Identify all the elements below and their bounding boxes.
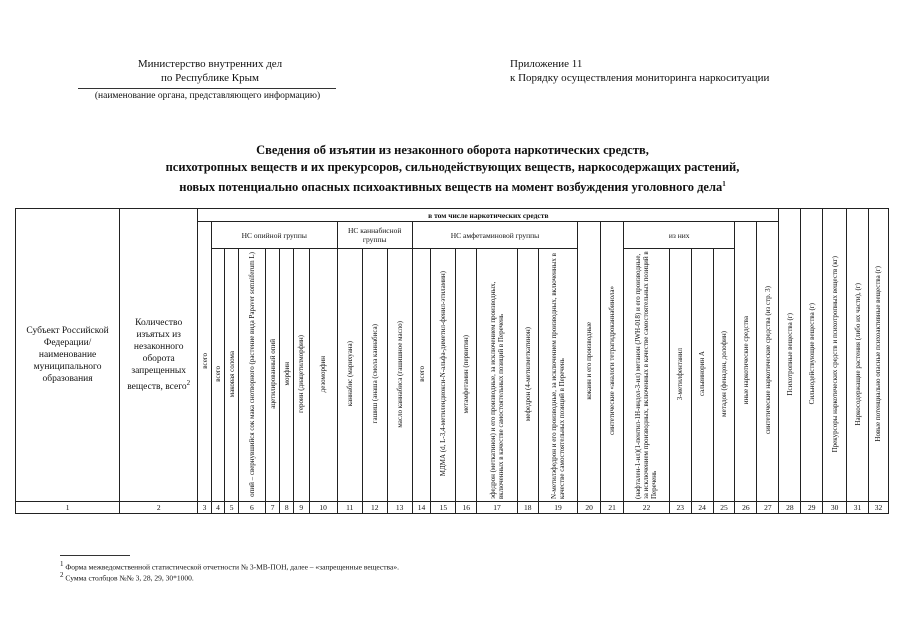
header-c28: Психотропные вещества (г)	[779, 209, 801, 502]
header-c32: Новые потенциально опасные психоактивные вещества (г)	[868, 209, 888, 502]
col-num: 21	[601, 502, 624, 514]
col-num: 18	[517, 502, 538, 514]
col-num: 2	[120, 502, 198, 514]
header-c3: всего	[198, 222, 212, 502]
footnote-1-text: Форма межведомственной статистической отчетности № 3-МВ-ПОН, далее – «запрещенные вещества».	[65, 562, 399, 572]
col-num: 11	[337, 502, 362, 514]
header-of-them: из них	[624, 222, 735, 249]
col-num: 25	[713, 502, 735, 514]
col-num: 5	[225, 502, 239, 514]
header-cannabis-group: НС каннабисной группы	[337, 222, 412, 249]
header-c27: синтетические наркотические средства (из стр. 3)	[757, 222, 779, 502]
header-c15: МДМА (d, L-3,4-метилендиокси-N-альфа-диметил-фенил-этиламин)	[431, 249, 456, 502]
footnote-2	[60, 571, 194, 583]
footnote-2-text: Сумма столбцов №№ 3, 28, 29, 30*1000.	[65, 573, 194, 583]
col-num: 19	[538, 502, 578, 514]
col-num: 22	[624, 502, 670, 514]
footnote-divider	[60, 555, 130, 556]
title-line-3: новых потенциально опасных психоактивных веществ на момент возбуждения уголовного дела	[179, 180, 723, 195]
header-c20: кокаин и его производные	[578, 222, 601, 502]
column-numbers-row	[16, 502, 889, 514]
col-num: 10	[309, 502, 337, 514]
header-c16: метамфетамин (первитин)	[456, 249, 477, 502]
org-underline	[78, 88, 336, 89]
col-num: 15	[431, 502, 456, 514]
header-amph-group: НС амфетаминовой группы	[412, 222, 578, 249]
col-num: 31	[847, 502, 869, 514]
header-c5: маковая солома	[225, 249, 239, 502]
org-line-1: Министерство внутренних дел	[137, 58, 283, 70]
footnote-1	[60, 560, 399, 572]
header-c11: каннабис (марихуана)	[337, 249, 362, 502]
col-num: 23	[669, 502, 691, 514]
header-c8: морфин	[280, 249, 294, 502]
appendix-line-1: Приложение 11	[510, 58, 583, 70]
seizure-table	[15, 208, 889, 514]
col-num: 12	[362, 502, 387, 514]
col-num: 20	[578, 502, 601, 514]
col-num: 16	[456, 502, 477, 514]
footnote-1-mark: 1	[60, 560, 64, 568]
col-num: 24	[691, 502, 713, 514]
header-c6: опий – свернувшийся сок мака снотворного (растение вида Papaver somniferum L)	[238, 249, 265, 502]
page-title	[40, 142, 865, 196]
col-num: 13	[387, 502, 412, 514]
col-num: 14	[412, 502, 431, 514]
col-num: 8	[280, 502, 294, 514]
header-c24: сальвинорин А	[691, 249, 713, 502]
header-c17: эфедрон (меткатинон) и его производные, за исключением производных, включенных в качестве самостоятельных позиций в Перечень	[477, 249, 518, 502]
col-num: 27	[757, 502, 779, 514]
appendix-line-2: к Порядку осуществления мониторинга наркоситуации	[510, 72, 770, 84]
org-line-2: по Республике Крым	[161, 72, 259, 84]
header-c18: мефедрон (4-метилметкатинон)	[517, 249, 538, 502]
header-c14: всего	[412, 249, 431, 502]
col-num: 3	[198, 502, 212, 514]
header-c25: метадон (фенадон, долофин)	[713, 249, 735, 502]
col-num: 7	[265, 502, 280, 514]
col-num: 29	[801, 502, 823, 514]
col-num: 32	[868, 502, 888, 514]
col-num: 6	[238, 502, 265, 514]
header-c31: Наркосодержащие растения (либо их части), (г)	[847, 209, 869, 502]
header-c7: ацетилированный опий	[265, 249, 280, 502]
header-c19: N-метилэфедрон и его производные, за исключением производных, включенных в качестве самостоятельных позиций в Перечень	[538, 249, 578, 502]
col-num: 26	[735, 502, 757, 514]
header-opium-group: НС опийной группы	[211, 222, 337, 249]
footnote-2-mark: 2	[60, 571, 64, 579]
header-including: в том числе наркотических средств	[198, 209, 779, 222]
title-line-1: Сведения об изъятии из незаконного оборота наркотических средств,	[256, 143, 649, 157]
col-num: 1	[16, 502, 120, 514]
header-c26: иные наркотические средства	[735, 222, 757, 502]
header-c23: 3-метилфентанил	[669, 249, 691, 502]
title-footnote-mark: 1	[722, 180, 726, 188]
header-c21: синтетические «аналоги тетрагидроканнабинола»	[601, 222, 624, 502]
col-num: 28	[779, 502, 801, 514]
org-caption: (наименование органа, представляющего информацию)	[94, 91, 321, 101]
col-num: 4	[211, 502, 225, 514]
header-subject: Субъект Российской Федерации/ наименование муниципального образования	[16, 209, 120, 502]
header-c12: гашиш (анаша (смола каннабиса)	[362, 249, 387, 502]
col-num: 9	[294, 502, 310, 514]
title-line-2: психотропных веществ и их прекурсоров, сильнодействующих веществ, наркосодержащих растений,	[165, 160, 740, 174]
col-num: 30	[823, 502, 847, 514]
header-c4: всего	[211, 249, 225, 502]
header-c13: масло каннабиса (гашишное масло)	[387, 249, 412, 502]
header-c30: Прекурсоры наркотических средств и психотропных веществ (кг)	[823, 209, 847, 502]
header-c9: героин (диацетилморфин)	[294, 249, 310, 502]
header-c10: дезоморфин	[309, 249, 337, 502]
header-c29: Сильнодействующие вещества (г)	[801, 209, 823, 502]
appendix-block	[510, 57, 850, 85]
org-name	[95, 57, 325, 85]
header-count: Количество изъятых из незаконного оборота запрещенных веществ, всего$^2$	[120, 209, 198, 502]
col-num: 17	[477, 502, 518, 514]
header-c22: (нафтален-1-ил)(1-пентил-1Н-индол-3-ил) метанон (JWH-018) и его производные, за исключением производных, включенных в качестве самостоятельных позиций в Перечень	[624, 249, 670, 502]
